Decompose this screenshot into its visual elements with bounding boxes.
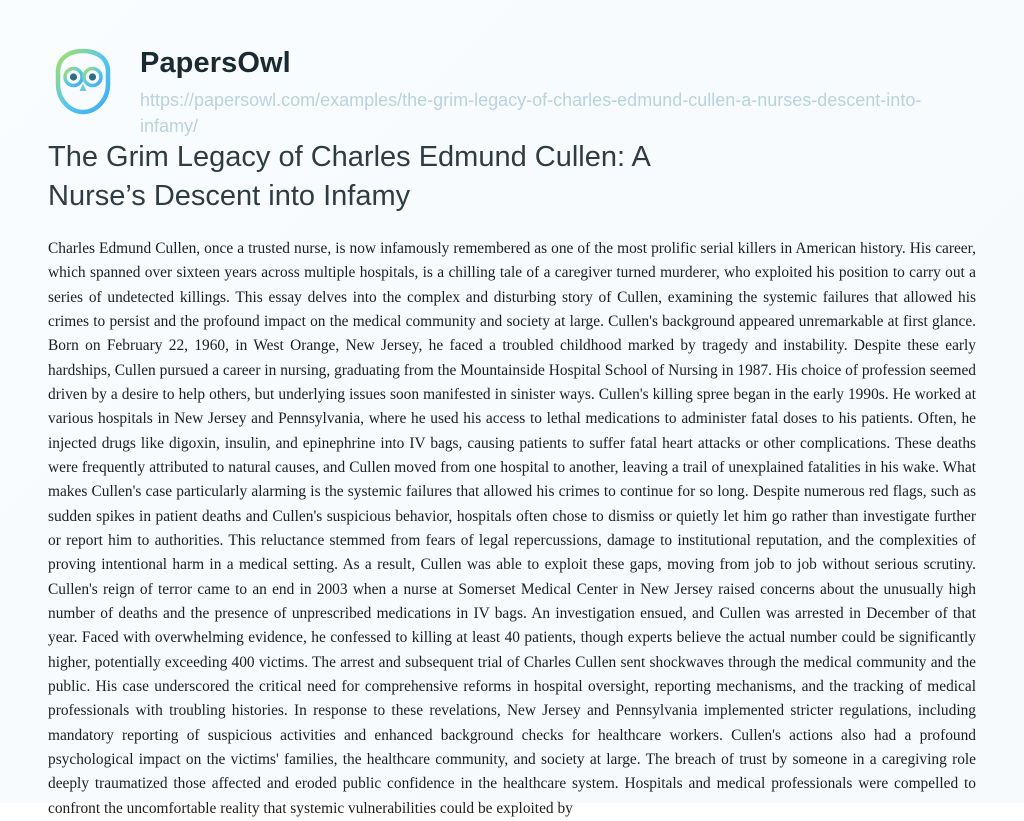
owl-logo-icon xyxy=(48,46,118,116)
brand-name: PapersOwl xyxy=(140,47,291,79)
brand-text-block xyxy=(140,44,940,139)
document-content xyxy=(0,120,1024,821)
article-body: Charles Edmund Cullen, once a trusted nurse, is now infamously remembered as one of the most prolific serial killers in American history. His career, which spanned over sixteen years across multiple hospitals, is a chilling tale of a caregiver turned murderer, who exploited his position to carry out a series of undetected killings. This essay delves into the complex and disturbing story of Cullen, examining the systemic failures that allowed his crimes to persist and the profound impact on the medical community and society at large. Cullen's background appeared unremarkable at first glance. Born on February 22, 1960, in West Orange, New Jersey, he faced a troubled childhood marked by tragedy and instability. Despite these early hardships, Cullen pursued a career in nursing, graduating from the Mountainside Hospital School of Nursing in 1987. His choice of profession seemed driven by a desire to help others, but underlying issues soon manifested in sinister ways. Cullen's killing spree began in the early 1990s. He worked at various hospitals in New Jersey and Pennsylvania, where he used his access to lethal medications to administer fatal doses to his patients. Often, he injected drugs like digoxin, insulin, and epinephrine into IV bags, causing patients to suffer fatal heart attacks or other complications. These deaths were frequently attributed to natural causes, and Cullen moved from one hospital to another, leaving a trail of unexplained fatalities in his wake. What makes Cullen's case particularly alarming is the systemic failures that allowed his crimes to continue for so long. Despite numerous red flags, such as sudden spikes in patient deaths and Cullen's suspicious behavior, hospitals often chose to dismiss or quietly let him go rather than investigate further or report him to authorities. This reluctance stemmed from fears of legal repercussions, damage to institutional reputation, and the complexities of proving intentional harm in a medical setting. As a result, Cullen was able to exploit these gaps, moving from job to job without serious scrutiny. Cullen's reign of terror came to an end in 2003 when a nurse at Somerset Medical Center in New Jersey raised concerns about the unusually high number of deaths and the presence of unprescribed medications in IV bags. An investigation ensued, and Cullen was arrested in December of that year. Faced with overwhelming evidence, he confessed to killing at least 40 patients, though experts believe the actual number could be significantly higher, potentially exceeding 400 victims. The arrest and subsequent trial of Charles Cullen sent shockwaves through the medical community and the public. His case underscored the critical need for comprehensive reforms in hospital oversight, reporting mechanisms, and the tracking of medical professionals with troubling histories. In response to these revelations, New Jersey and Pennsylvania implemented stricter regulations, including mandatory reporting of suspicious activities and enhanced background checks for healthcare workers. Cullen's actions also had a profound psychological impact on the victims' families, the healthcare community, and society at large. The breach of trust by someone in a caregiving role deeply traumatized those affected and eroded public confidence in the healthcare system. Hospitals and medical professionals were compelled to confront the uncomfortable reality that systemic vulnerabilities could be exploited by xyxy=(48,240,976,817)
brand-row xyxy=(48,44,1024,139)
page-title: The Grim Legacy of Charles Edmund Cullen: A Nurse’s Descent into Infamy xyxy=(48,141,650,212)
site-header xyxy=(0,0,1024,136)
source-url[interactable]: https://papersowl.com/examples/the-grim-legacy-of-charles-edmund-cullen-a-nurses-descent-into-infamy/ xyxy=(140,89,922,136)
